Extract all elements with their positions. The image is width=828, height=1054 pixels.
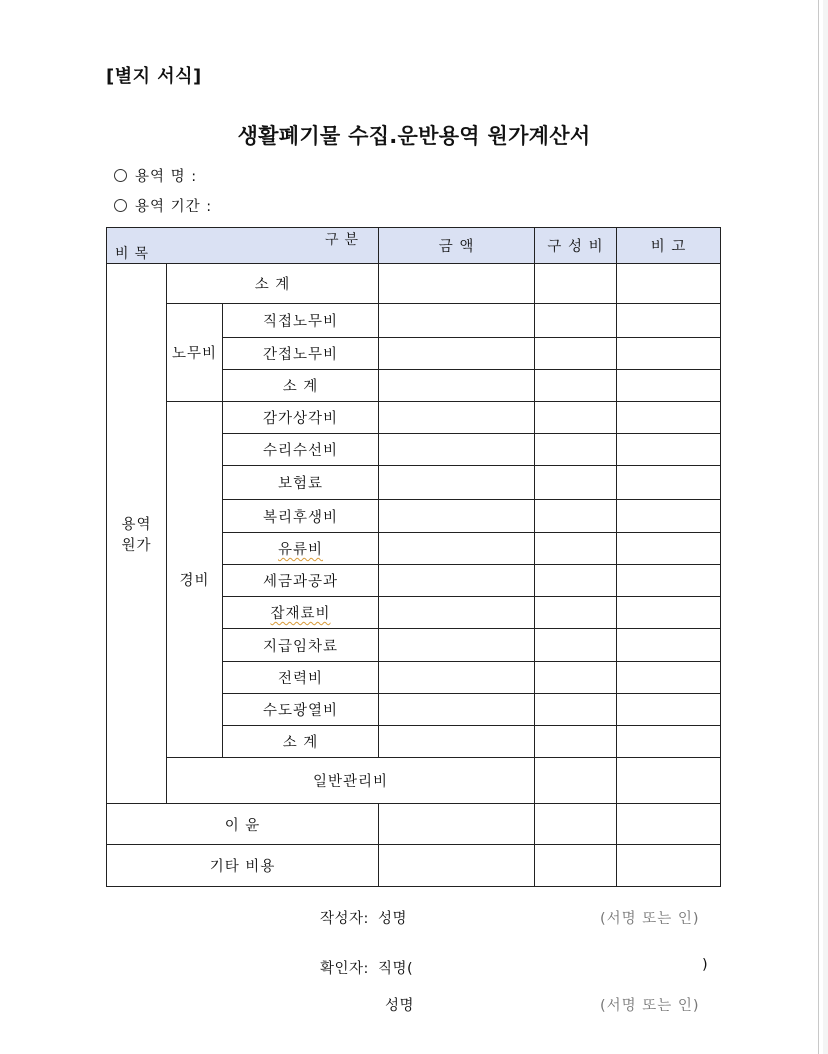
page-edge-shadow	[823, 0, 828, 1054]
checker-label: 확인자:	[320, 961, 369, 977]
document-title: 생활폐기물 수집.운반용역 원가계산서	[237, 124, 591, 148]
remarks-cell	[617, 662, 721, 694]
amount-cell	[379, 694, 535, 726]
service-name-row	[114, 165, 197, 186]
table-header-row	[107, 228, 721, 264]
header-ratio: 구 성 비	[535, 228, 617, 264]
amount-cell	[379, 597, 535, 629]
ratio-cell	[535, 434, 617, 466]
page-edge	[818, 0, 819, 1054]
amount-cell	[379, 662, 535, 694]
ratio-cell	[535, 370, 617, 402]
ratio-cell	[535, 402, 617, 434]
service-name-label: 용역 명 :	[135, 169, 198, 185]
ratio-cell	[535, 662, 617, 694]
remarks-cell	[617, 726, 721, 758]
expense-item: 소 계	[223, 726, 379, 758]
ratio-cell	[535, 629, 617, 662]
subtotal-label: 소 계	[167, 264, 379, 304]
labor-item: 소 계	[223, 370, 379, 402]
amount-cell	[379, 565, 535, 597]
cost-table	[106, 227, 721, 887]
remarks-cell	[617, 533, 721, 565]
expense-item: 보험료	[223, 466, 379, 500]
expense-item: 세금과공과	[223, 565, 379, 597]
expense-item: 수리수선비	[223, 434, 379, 466]
expense-item: 지급임차료	[223, 629, 379, 662]
remarks-cell	[617, 565, 721, 597]
header-remarks: 비 고	[617, 228, 721, 264]
ratio-cell	[535, 500, 617, 533]
amount-cell	[379, 629, 535, 662]
remarks-cell	[617, 370, 721, 402]
remarks-cell	[617, 500, 721, 533]
writer-row	[320, 907, 407, 928]
expense-item-label: 유류비	[277, 542, 324, 558]
remarks-cell	[617, 434, 721, 466]
amount-cell	[379, 466, 535, 500]
checker-position-label: 직명(	[378, 961, 414, 977]
checker-signature-note: (서명 또는 인)	[600, 998, 700, 1014]
service-period-row	[114, 195, 212, 216]
amount-cell	[379, 434, 535, 466]
ratio-cell	[535, 533, 617, 565]
expense-item: 감가상각비	[223, 402, 379, 434]
expense-item	[223, 597, 379, 629]
expense-item-label: 잡재료비	[270, 606, 331, 622]
ratio-cell	[617, 758, 721, 804]
amount-cell	[379, 726, 535, 758]
remarks-cell	[617, 597, 721, 629]
other-costs-label: 기타 비용	[107, 845, 379, 887]
remarks-cell	[617, 466, 721, 500]
remarks-cell	[617, 402, 721, 434]
labor-item: 간접노무비	[223, 338, 379, 370]
form-tag: [별지 서식]	[106, 66, 202, 87]
ratio-cell	[535, 304, 617, 338]
amount-cell	[379, 845, 535, 887]
profit-label: 이 윤	[107, 804, 379, 845]
header-amount: 금 액	[379, 228, 535, 264]
checker-position-close: )	[702, 957, 709, 973]
amount-cell	[379, 804, 535, 845]
remarks-cell	[617, 338, 721, 370]
expense-item: 복리후생비	[223, 500, 379, 533]
remarks-cell	[617, 694, 721, 726]
ratio-cell	[535, 565, 617, 597]
amount-cell	[379, 304, 535, 338]
circle-bullet-icon	[114, 169, 127, 182]
amount-cell	[379, 264, 535, 304]
table-row	[107, 304, 721, 338]
expense-item: 전력비	[223, 662, 379, 694]
ratio-cell	[535, 694, 617, 726]
amount-cell	[379, 338, 535, 370]
ratio-cell	[535, 804, 617, 845]
ratio-cell	[535, 726, 617, 758]
table-row	[107, 264, 721, 304]
amount-cell	[535, 758, 617, 804]
expense-group-label: 경비	[167, 402, 223, 758]
amount-cell	[379, 370, 535, 402]
service-period-label: 용역 기간 :	[135, 199, 213, 215]
ratio-cell	[535, 466, 617, 500]
labor-item: 직접노무비	[223, 304, 379, 338]
remarks-cell	[617, 264, 721, 304]
labor-group-label: 노무비	[167, 304, 223, 402]
amount-cell	[379, 402, 535, 434]
table-row	[107, 804, 721, 845]
table-row	[107, 402, 721, 434]
ratio-cell	[535, 264, 617, 304]
remarks-cell	[617, 304, 721, 338]
checker-name-label: 성명	[385, 998, 415, 1014]
remarks-cell	[617, 629, 721, 662]
ratio-cell	[535, 338, 617, 370]
remarks-cell	[617, 804, 721, 845]
ratio-cell	[535, 845, 617, 887]
general-admin-label: 일반관리비	[167, 758, 535, 804]
remarks-cell	[617, 845, 721, 887]
amount-cell	[379, 500, 535, 533]
header-category-label: 구분	[324, 232, 365, 248]
table-row	[107, 758, 721, 804]
ratio-cell	[535, 597, 617, 629]
table-row	[107, 845, 721, 887]
circle-bullet-icon	[114, 199, 127, 212]
expense-item	[223, 533, 379, 565]
header-diagonal-cell	[107, 228, 379, 264]
writer-signature-note: (서명 또는 인)	[600, 911, 700, 927]
writer-label: 작성자:	[320, 911, 369, 927]
checker-row	[320, 957, 413, 978]
writer-name-label: 성명	[378, 911, 408, 927]
expense-item: 수도광열비	[223, 694, 379, 726]
amount-cell	[379, 533, 535, 565]
service-cost-group: 용역 원가	[107, 264, 167, 804]
header-item-label: 비목	[115, 246, 155, 262]
